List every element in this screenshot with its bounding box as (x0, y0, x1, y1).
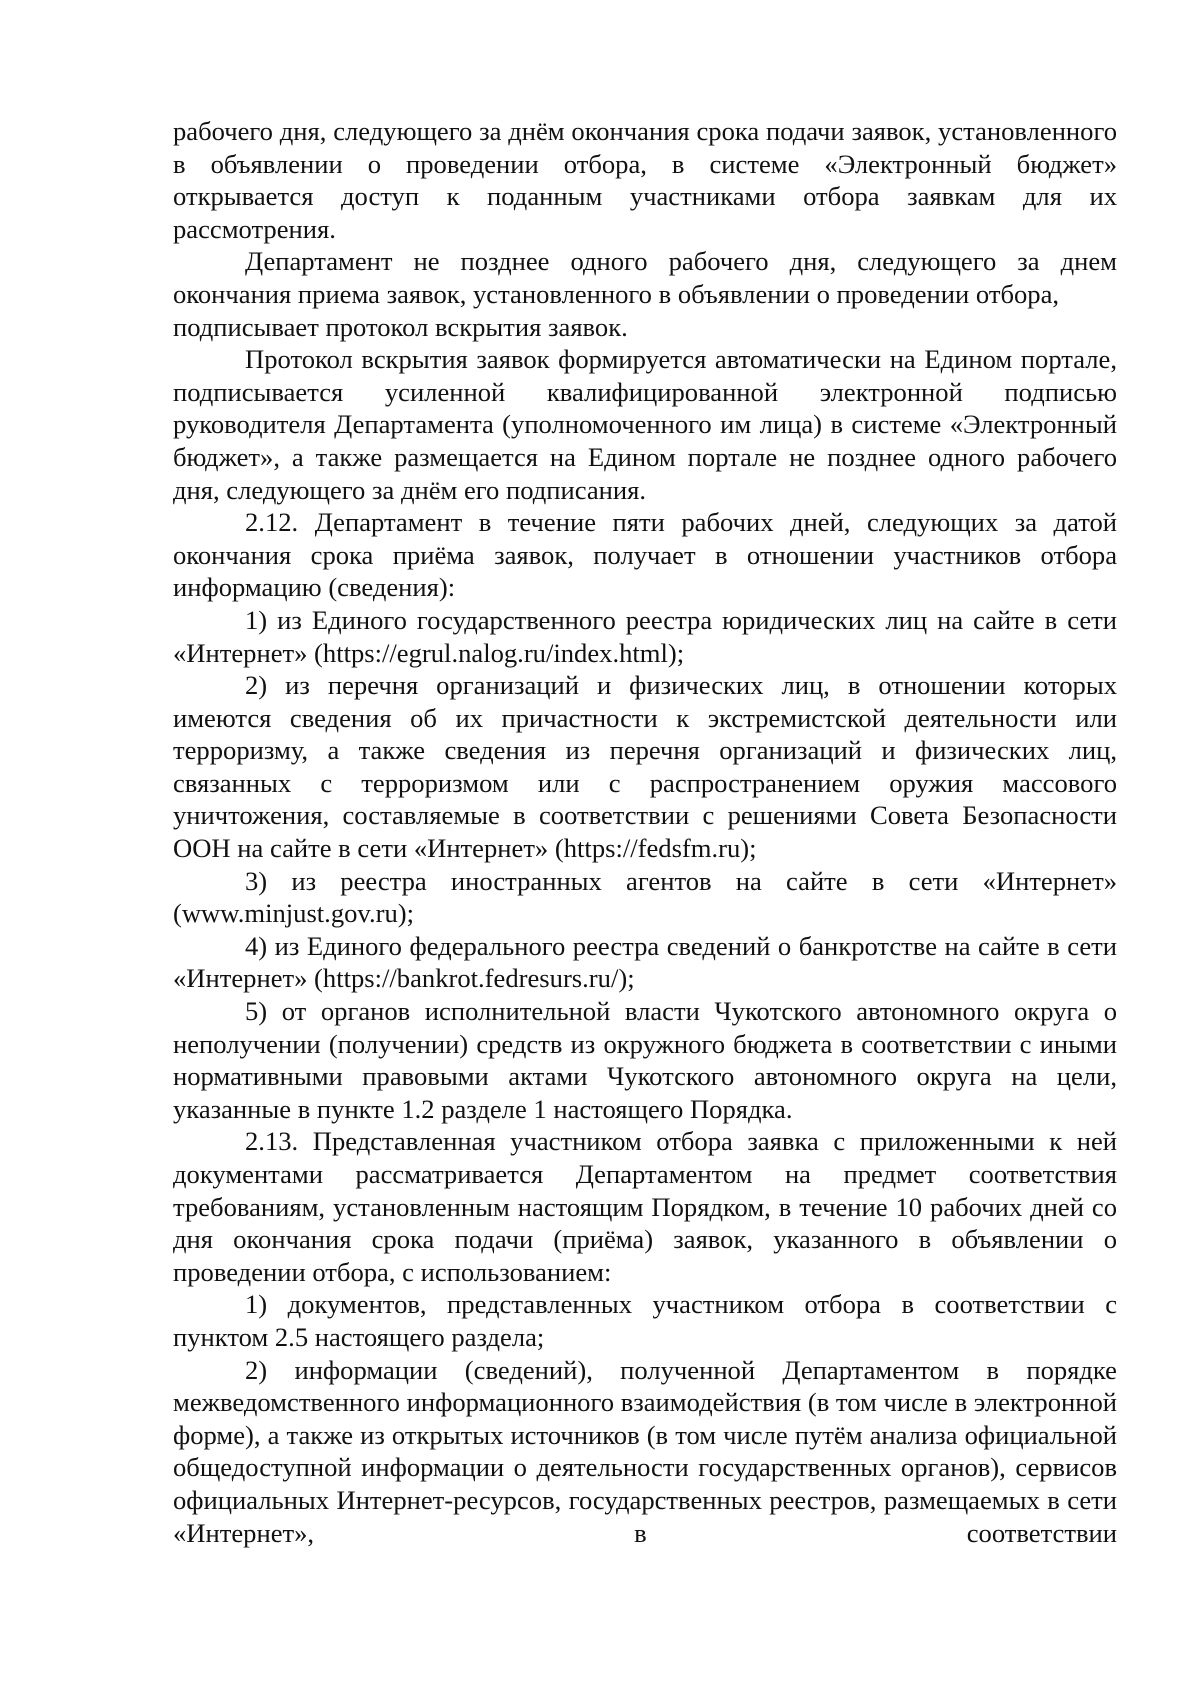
paragraph-2-13: 2.13. Представленная участником отбора заявка с приложенными к ней документами рассматривается Департаментом на предмет соответствия требованиям, установленным настоящим Порядком, в течение 10 рабочих дней со дня окончания срока подачи (приёма) заявок, указанного в объявлении о проведении отбора, с использованием: (173, 1126, 1117, 1287)
list-item-terrorism-list: 2) из перечня организаций и физических лиц, в отношении которых имеются сведения об их причастности к экстремистской деятельности или терроризму, а также сведения из перечня организаций и физических лиц, связанных с терроризмом или с распространением оружия массового уничтожения, составляемые в соответствии с решениями Совета Безопасности ООН на сайте в сети «Интернет» (https://fedsfm.ru); (173, 670, 1117, 864)
paragraph-department-signing: Департамент не позднее одного рабочего дня, следующего за днем окончания приема заявок, установленного в объявлении о проведении отбора, (173, 246, 1117, 309)
paragraph-continuation: рабочего дня, следующего за днём окончания срока подачи заявок, установленного в объявлении о проведении отбора, в системе «Электронный бюджет» открывается доступ к поданным участниками отбора заявкам для их рассмотрения. (173, 116, 1117, 244)
paragraph-protocol-formation: Протокол вскрытия заявок формируется автоматически на Едином портале, подписывается усиленной квалифицированной электронной подписью руководителя Департамента (уполномоченного им лица) в системе «Электронный бюджет», а также размещается на Едином портале не позднее одного рабочего дня, следующего за днём его подписания. (173, 344, 1117, 505)
list-item-documents: 1) документов, представленных участником отбора в соответствии с пунктом 2.5 настоящего раздела; (173, 1289, 1117, 1352)
document-body (173, 115, 1117, 1549)
list-item-information: 2) информации (сведений), полученной Департаментом в порядке межведомственного информационного взаимодействия (в том числе в электронной форме), а также из открытых источников (в том числе путём анализа официальной общедоступной информации о деятельности государственных органов), сервисов официальных Интернет-ресурсов, государственных реестров, размещаемых в сети «Интернет», в соответствии (173, 1354, 1117, 1548)
list-item-bankruptcy: 4) из Единого федерального реестра сведений о банкротстве на сайте в сети «Интернет» (https://bankrot.fedresurs.ru/); (173, 930, 1117, 994)
paragraph-protocol-signing: подписывает протокол вскрытия заявок. (173, 311, 628, 342)
list-item-egrul: 1) из Единого государственного реестра юридических лиц на сайте в сети «Интернет» (https://egrul.nalog.ru/index.html); (173, 604, 1117, 668)
list-item-executive-bodies: 5) от органов исполнительной власти Чукотского автономного округа о неполучении (получении) средств из окружного бюджета в соответствии с иными нормативными правовыми актами Чукотского автономного округа на цели, указанные в пункте 1.2 разделе 1 настоящего Порядка. (173, 996, 1117, 1124)
list-item-foreign-agents: 3) из реестра иностранных агентов на сайте в сети «Интернет» (www.minjust.gov.ru); (173, 865, 1117, 929)
paragraph-2-12: 2.12. Департамент в течение пяти рабочих дней, следующих за датой окончания срока приёма заявок, получает в отношении участников отбора информацию (сведения): (173, 507, 1117, 603)
